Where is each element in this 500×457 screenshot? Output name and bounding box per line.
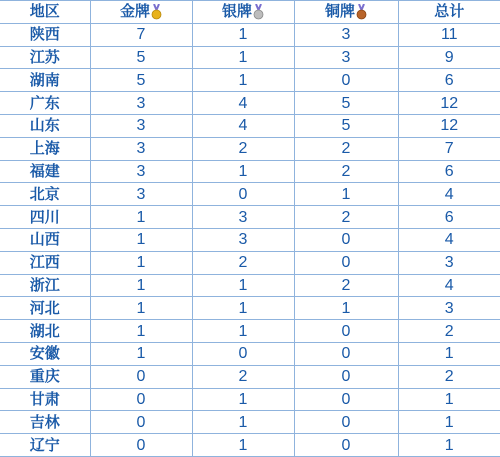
silver-count-cell: 1 bbox=[192, 297, 294, 320]
region-cell: 北京 bbox=[0, 183, 90, 206]
total-count-cell: 9 bbox=[398, 46, 500, 69]
table-row bbox=[0, 92, 500, 115]
silver-medal-icon bbox=[253, 4, 264, 20]
silver-count-cell: 1 bbox=[192, 411, 294, 434]
table-row bbox=[0, 274, 500, 297]
region-cell: 湖北 bbox=[0, 320, 90, 343]
silver-count-cell: 2 bbox=[192, 251, 294, 274]
total-count-cell: 6 bbox=[398, 160, 500, 183]
table-row bbox=[0, 23, 500, 46]
region-cell: 河北 bbox=[0, 297, 90, 320]
total-count-cell: 1 bbox=[398, 434, 500, 457]
table-row bbox=[0, 320, 500, 343]
bronze-count-cell: 2 bbox=[294, 137, 398, 160]
gold-count-cell: 5 bbox=[90, 69, 192, 92]
bronze-count-cell: 2 bbox=[294, 274, 398, 297]
silver-count-cell: 1 bbox=[192, 160, 294, 183]
gold-count-cell: 1 bbox=[90, 342, 192, 365]
gold-count-cell: 1 bbox=[90, 206, 192, 229]
bronze-count-cell: 0 bbox=[294, 434, 398, 457]
region-cell: 安徽 bbox=[0, 342, 90, 365]
header-gold-label: 金牌 bbox=[119, 2, 150, 21]
total-count-cell: 1 bbox=[398, 388, 500, 411]
bronze-medal-icon bbox=[356, 4, 367, 20]
region-cell: 重庆 bbox=[0, 365, 90, 388]
table-row bbox=[0, 388, 500, 411]
total-count-cell: 1 bbox=[398, 342, 500, 365]
region-cell: 福建 bbox=[0, 160, 90, 183]
region-cell: 四川 bbox=[0, 206, 90, 229]
header-row bbox=[0, 1, 500, 24]
bronze-count-cell: 5 bbox=[294, 92, 398, 115]
bronze-count-cell: 0 bbox=[294, 69, 398, 92]
header-bronze-label: 铜牌 bbox=[324, 2, 355, 21]
bronze-count-cell: 2 bbox=[294, 206, 398, 229]
gold-count-cell: 5 bbox=[90, 46, 192, 69]
table-row bbox=[0, 137, 500, 160]
bronze-count-cell: 0 bbox=[294, 320, 398, 343]
gold-count-cell: 0 bbox=[90, 411, 192, 434]
header-total-label: 总计 bbox=[434, 2, 465, 21]
total-count-cell: 11 bbox=[398, 23, 500, 46]
bronze-count-cell: 0 bbox=[294, 228, 398, 251]
gold-count-cell: 3 bbox=[90, 92, 192, 115]
total-count-cell: 1 bbox=[398, 411, 500, 434]
medal-table-body bbox=[0, 23, 500, 456]
region-cell: 辽宁 bbox=[0, 434, 90, 457]
total-count-cell: 3 bbox=[398, 251, 500, 274]
silver-count-cell: 1 bbox=[192, 23, 294, 46]
silver-count-cell: 4 bbox=[192, 92, 294, 115]
total-count-cell: 7 bbox=[398, 137, 500, 160]
gold-count-cell: 1 bbox=[90, 297, 192, 320]
gold-count-cell: 3 bbox=[90, 183, 192, 206]
total-count-cell: 4 bbox=[398, 228, 500, 251]
table-row bbox=[0, 69, 500, 92]
header-gold bbox=[90, 1, 192, 24]
table-row bbox=[0, 183, 500, 206]
silver-count-cell: 1 bbox=[192, 434, 294, 457]
total-count-cell: 2 bbox=[398, 320, 500, 343]
table-row bbox=[0, 114, 500, 137]
bronze-count-cell: 0 bbox=[294, 251, 398, 274]
total-count-cell: 12 bbox=[398, 92, 500, 115]
silver-count-cell: 1 bbox=[192, 320, 294, 343]
gold-count-cell: 1 bbox=[90, 251, 192, 274]
table-row bbox=[0, 228, 500, 251]
region-cell: 江西 bbox=[0, 251, 90, 274]
table-row bbox=[0, 411, 500, 434]
silver-count-cell: 3 bbox=[192, 228, 294, 251]
bronze-count-cell: 1 bbox=[294, 183, 398, 206]
region-cell: 陕西 bbox=[0, 23, 90, 46]
table-row bbox=[0, 46, 500, 69]
total-count-cell: 3 bbox=[398, 297, 500, 320]
bronze-count-cell: 3 bbox=[294, 46, 398, 69]
region-cell: 甘肃 bbox=[0, 388, 90, 411]
table-row bbox=[0, 342, 500, 365]
silver-count-cell: 1 bbox=[192, 388, 294, 411]
bronze-count-cell: 0 bbox=[294, 388, 398, 411]
bronze-count-cell: 2 bbox=[294, 160, 398, 183]
gold-count-cell: 1 bbox=[90, 228, 192, 251]
gold-count-cell: 1 bbox=[90, 320, 192, 343]
header-total bbox=[398, 1, 500, 24]
region-cell: 山东 bbox=[0, 114, 90, 137]
table-row bbox=[0, 206, 500, 229]
region-cell: 山西 bbox=[0, 228, 90, 251]
gold-count-cell: 0 bbox=[90, 365, 192, 388]
table-row bbox=[0, 160, 500, 183]
region-cell: 上海 bbox=[0, 137, 90, 160]
silver-count-cell: 0 bbox=[192, 183, 294, 206]
bronze-count-cell: 0 bbox=[294, 411, 398, 434]
total-count-cell: 2 bbox=[398, 365, 500, 388]
total-count-cell: 12 bbox=[398, 114, 500, 137]
bronze-count-cell: 3 bbox=[294, 23, 398, 46]
region-cell: 吉林 bbox=[0, 411, 90, 434]
header-silver-label: 银牌 bbox=[221, 2, 252, 21]
gold-medal-icon bbox=[151, 4, 162, 20]
silver-count-cell: 1 bbox=[192, 46, 294, 69]
total-count-cell: 4 bbox=[398, 274, 500, 297]
gold-count-cell: 0 bbox=[90, 388, 192, 411]
silver-count-cell: 0 bbox=[192, 342, 294, 365]
gold-count-cell: 1 bbox=[90, 274, 192, 297]
region-cell: 湖南 bbox=[0, 69, 90, 92]
bronze-count-cell: 5 bbox=[294, 114, 398, 137]
region-cell: 浙江 bbox=[0, 274, 90, 297]
gold-count-cell: 3 bbox=[90, 137, 192, 160]
bronze-count-cell: 1 bbox=[294, 297, 398, 320]
gold-count-cell: 3 bbox=[90, 160, 192, 183]
total-count-cell: 6 bbox=[398, 69, 500, 92]
silver-count-cell: 1 bbox=[192, 274, 294, 297]
gold-count-cell: 7 bbox=[90, 23, 192, 46]
table-row bbox=[0, 434, 500, 457]
table-row bbox=[0, 297, 500, 320]
header-bronze bbox=[294, 1, 398, 24]
bronze-count-cell: 0 bbox=[294, 342, 398, 365]
total-count-cell: 4 bbox=[398, 183, 500, 206]
bronze-count-cell: 0 bbox=[294, 365, 398, 388]
header-region bbox=[0, 1, 90, 24]
gold-count-cell: 0 bbox=[90, 434, 192, 457]
header-silver bbox=[192, 1, 294, 24]
region-cell: 广东 bbox=[0, 92, 90, 115]
silver-count-cell: 3 bbox=[192, 206, 294, 229]
gold-count-cell: 3 bbox=[90, 114, 192, 137]
table-row bbox=[0, 251, 500, 274]
silver-count-cell: 4 bbox=[192, 114, 294, 137]
silver-count-cell: 2 bbox=[192, 137, 294, 160]
header-region-label: 地区 bbox=[29, 2, 60, 21]
silver-count-cell: 2 bbox=[192, 365, 294, 388]
region-cell: 江苏 bbox=[0, 46, 90, 69]
silver-count-cell: 1 bbox=[192, 69, 294, 92]
table-row bbox=[0, 365, 500, 388]
total-count-cell: 6 bbox=[398, 206, 500, 229]
